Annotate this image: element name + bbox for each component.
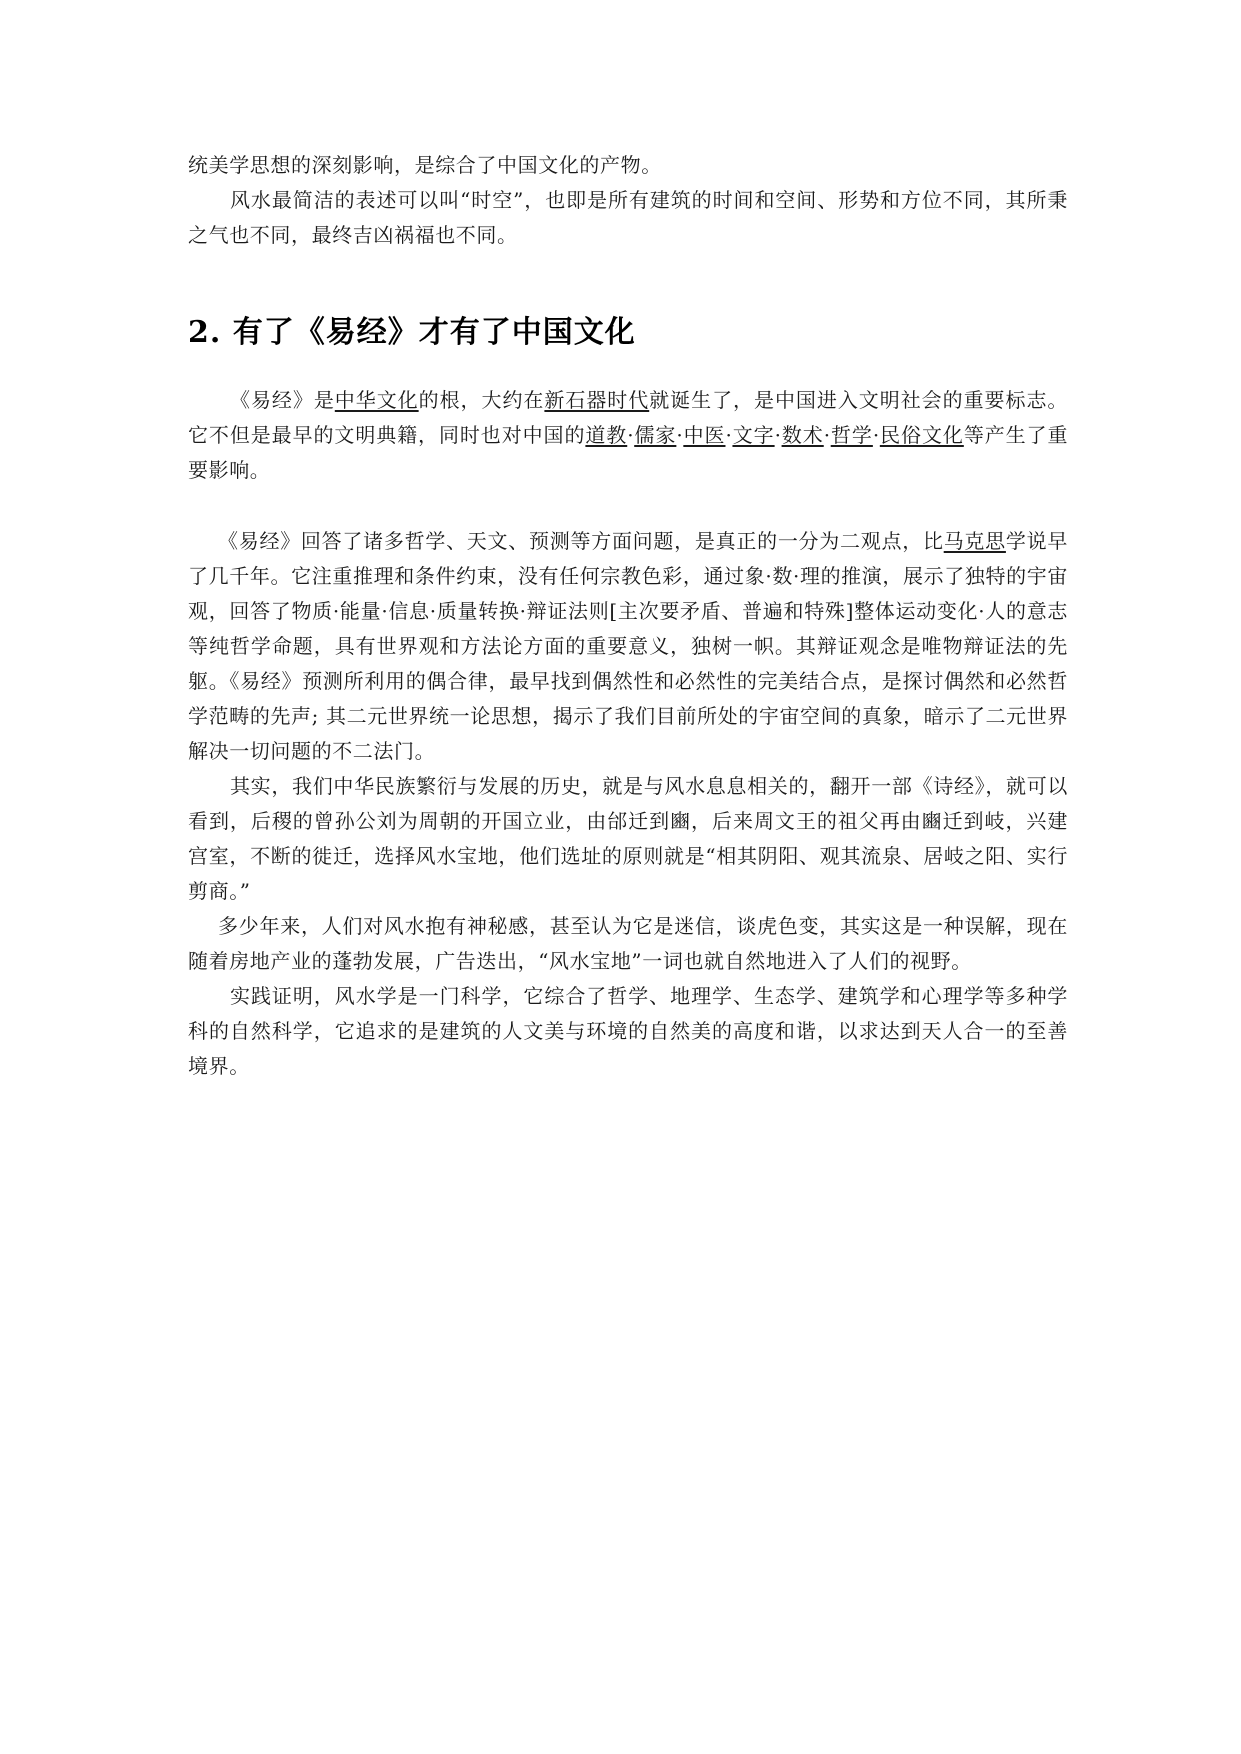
link-neolithic-era[interactable]: 新石器时代 bbox=[544, 388, 650, 412]
paragraph-yijing-root bbox=[188, 383, 1068, 488]
link-taoism[interactable]: 道教 bbox=[585, 423, 628, 447]
separator-dot: · bbox=[823, 423, 831, 447]
document-body bbox=[188, 148, 1068, 1084]
paragraph-fengshui-definition: 风水最简洁的表述可以叫“时空”，也即是所有建筑的时间和空间、形势和方位不同，其所秉之气也不同，最终吉凶祸福也不同。 bbox=[188, 188, 1068, 247]
link-characters[interactable]: 文字 bbox=[732, 423, 775, 447]
text-run: 《易经》是 bbox=[230, 388, 335, 412]
text-run: 就诞生了，是中国进入文明社会的重要标志。它不但是最早的文明典籍，同时也对中国的 bbox=[188, 388, 1069, 447]
separator-dot: · bbox=[627, 423, 635, 447]
text-run: 等产生了重要影响。 bbox=[188, 423, 1069, 482]
link-folk-culture[interactable]: 民俗文化 bbox=[879, 423, 964, 447]
separator-dot: · bbox=[725, 423, 733, 447]
link-chinese-medicine[interactable]: 中医 bbox=[683, 423, 726, 447]
paragraph-continuation: 统美学思想的深刻影响，是综合了中国文化的产物。 bbox=[188, 153, 662, 177]
separator-dot: · bbox=[872, 423, 880, 447]
paragraph-science: 实践证明，风水学是一门科学，它综合了哲学、地理学、生态学、建筑学和心理学等多种学科的自然科学，它追求的是建筑的人文美与环境的自然美的高度和谐，以求达到天人合一的至善境界。 bbox=[188, 984, 1068, 1078]
link-chinese-culture[interactable]: 中华文化 bbox=[334, 388, 419, 412]
link-numerology[interactable]: 数术 bbox=[781, 423, 824, 447]
section-heading: 2. 有了《易经》才有了中国文化 bbox=[188, 315, 636, 350]
paragraph-misunderstanding: 多少年来，人们对风水抱有神秘感，甚至认为它是迷信，谈虎色变，其实这是一种误解，现在随着房地产业的蓬勃发展，广告迭出，“风水宝地”一词也就自然地进入了人们的视野。 bbox=[188, 914, 1068, 973]
separator-dot: · bbox=[676, 423, 684, 447]
link-philosophy[interactable]: 哲学 bbox=[830, 423, 873, 447]
text-run: 《易经》回答了诸多哲学、天文、预测等方面问题，是真正的一分为二观点，比 bbox=[218, 529, 944, 553]
paragraph-yijing-philosophy bbox=[188, 524, 1068, 769]
link-marx[interactable]: 马克思 bbox=[943, 529, 1006, 553]
separator-dot: · bbox=[774, 423, 782, 447]
text-run: 的根，大约在 bbox=[418, 388, 545, 412]
text-run: 学说早了几千年。它注重推理和条件约束，没有任何宗教色彩，通过象·数·理的推演，展示了独特的宇宙观，回答了物质·能量·信息·质量转换·辩证法则[主次要矛盾、普遍和特殊]整体运动变化·人的意志等纯哲学命题，具有世界观和方法论方面的重要意义，独树一帜。其辩证观念是唯物辩证法的先躯。《易经》预测所利用的偶合律，最早找到偶然性和必然性的完美结合点，是探讨偶然和必然哲学范畴的先声; 其二元世界统一论思想，揭示了我们目前所处的宇宙空间的真象，暗示了二元世界解决一切问题的不二法门。 bbox=[188, 529, 1068, 763]
paragraph-history: 其实，我们中华民族繁衍与发展的历史，就是与风水息息相关的，翻开一部《诗经》，就可以看到，后稷的曾孙公刘为周朝的开国立业，由邰迁到豳，后来周文王的祖父再由豳迁到岐，兴建宫室，不断的徙迁，选择风水宝地，他们选址的原则就是“相其阴阳、观其流泉、居岐之阳、实行剪商。” bbox=[188, 774, 1068, 903]
spacer bbox=[188, 253, 1068, 313]
link-confucianism[interactable]: 儒家 bbox=[634, 423, 677, 447]
spacer bbox=[188, 488, 1068, 524]
